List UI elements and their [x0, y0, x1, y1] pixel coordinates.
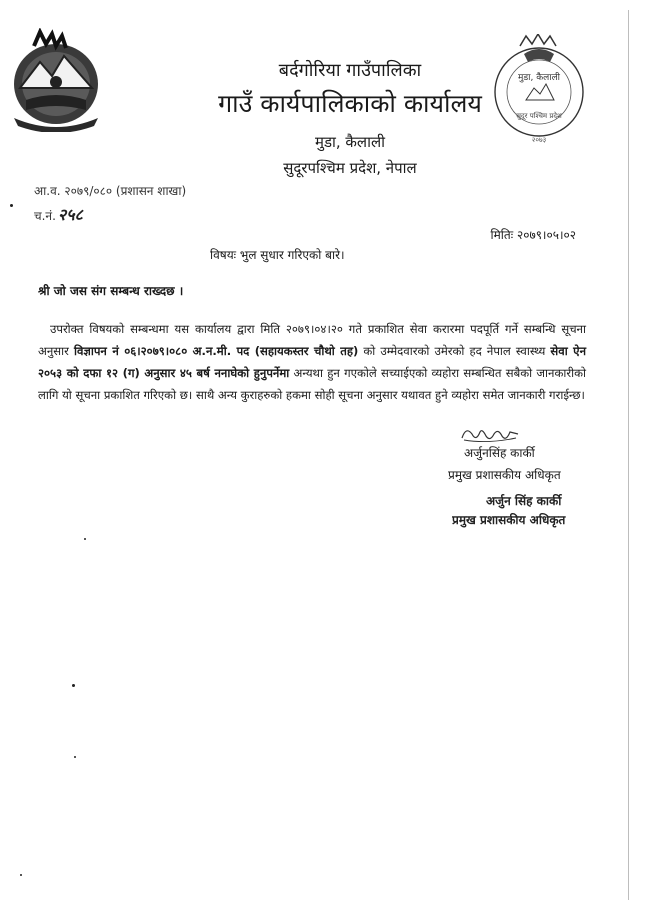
scan-speck — [20, 874, 22, 876]
body-part-3: अन्यथा हुन गएकोले सच्याईएको व्यहोरा सम्बन्धित सबैको जानकारीको लागि यो सूचना प्रकाशित गरिएको छ। साथै अन्य कुराहरुको हकमा सोही सूचना अनुसार यथावत हुने व्यहोरा समेत जानकारी गराईन्छ। — [38, 366, 587, 402]
svg-text:२०७३: २०७३ — [531, 136, 547, 144]
letter-date: मितिः २०७९।०५।०२ — [490, 228, 576, 242]
body-part-2: को उम्मेदवारको उमेरको हद नेपाल स्वास्थ्य — [358, 344, 551, 358]
svg-text:सुदूर पश्चिम प्रदेश: सुदूर पश्चिम प्रदेश — [516, 112, 562, 120]
letter-subject: विषयः भुल सुधार गरिएको बारे। — [210, 248, 345, 262]
reference-number-row — [34, 203, 83, 225]
body-part-1: उपरोक्त विषयको सम्बन्धमा यस कार्यालय द्वारा मिति २०७९।०४।२० गते प्रकाशित सेवा करारमा पदपूर्ति गर्ने सम्बन्धि सूचना अनुसार — [38, 322, 586, 358]
stamp-title: प्रमुख प्रशासकीय अधिकृत — [452, 513, 566, 527]
stamp-name: अर्जुन सिंह कार्की — [486, 494, 562, 508]
scan-speck — [84, 538, 86, 540]
scan-speck — [10, 204, 13, 207]
scan-speck — [72, 684, 75, 687]
body-bold-2: सेवा ऐन २०५३ को दफा १२ (ग) अनुसार ४५ बर्ष ननाघेको हुनुपर्नेमा — [38, 344, 586, 380]
scan-speck — [74, 756, 76, 758]
salutation: श्री जो जस संग सम्बन्ध राख्दछ । — [38, 284, 184, 298]
signatory-name: अर्जुनसिंह कार्की — [464, 446, 535, 460]
body-bold-1: विज्ञापन नं ०६।२०७९।०८० अ.न.मी. पद (सहायकस्तर चौथो तह) — [73, 344, 359, 358]
reference-label: च.नं. — [34, 209, 56, 223]
signatory-title: प्रमुख प्रशासकीय अधिकृत — [448, 468, 561, 482]
reference-number: २५८ — [57, 205, 83, 224]
office-province: सुदूरपश्चिम प्रदेश, नेपाल — [283, 159, 417, 177]
office-name: गाउँ कार्यपालिकाको कार्यालय — [218, 89, 482, 118]
svg-text:मुडा, कैलाली: मुडा, कैलाली — [517, 73, 561, 83]
nepal-emblem-icon — [6, 28, 106, 132]
scan-edge-line — [628, 10, 629, 900]
handwritten-signature-icon — [458, 424, 528, 446]
letter-body — [38, 318, 586, 406]
fiscal-year: आ.व. २०७९/०८० (प्रशासन शाखा) — [34, 184, 187, 198]
municipality-seal-icon — [490, 34, 588, 146]
office-place: मुडा, कैलाली — [314, 133, 386, 151]
municipality-name: बर्दगोरिया गाउँपालिका — [278, 60, 422, 81]
